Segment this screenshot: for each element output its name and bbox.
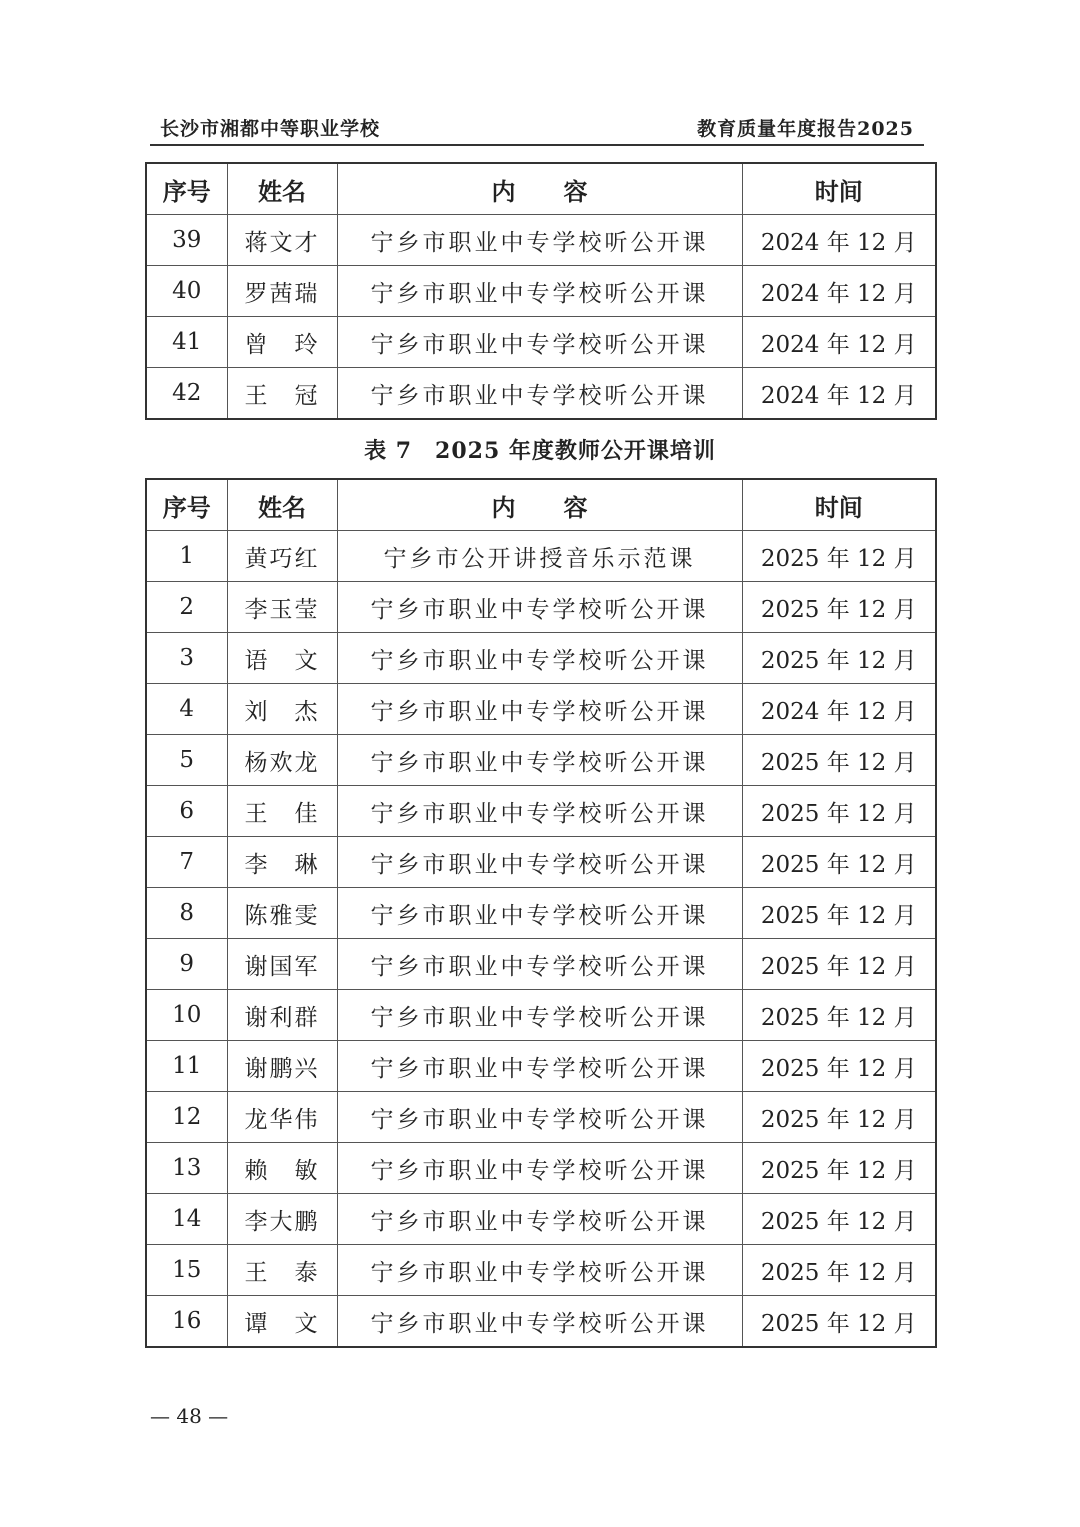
cell-index: 15 xyxy=(146,1245,227,1296)
cell-content: 宁乡市公开讲授音乐示范课 xyxy=(337,531,742,582)
cell-name: 杨欢龙 xyxy=(227,735,337,786)
column-header-content: 内 容 xyxy=(337,479,742,531)
table-header-row xyxy=(146,163,936,215)
cell-name: 曾 玲 xyxy=(227,317,337,368)
table-row xyxy=(146,684,936,735)
cell-name: 刘 杰 xyxy=(227,684,337,735)
cell-content: 宁乡市职业中专学校听公开课 xyxy=(337,1245,742,1296)
table-row xyxy=(146,1041,936,1092)
cell-name: 语 文 xyxy=(227,633,337,684)
cell-name: 蒋文才 xyxy=(227,215,337,266)
cell-index: 13 xyxy=(146,1143,227,1194)
cell-index: 2 xyxy=(146,582,227,633)
cell-content: 宁乡市职业中专学校听公开课 xyxy=(337,266,742,317)
cell-index: 10 xyxy=(146,990,227,1041)
cell-index: 42 xyxy=(146,368,227,420)
table-caption: 表 7 2025 年度教师公开课培训 xyxy=(364,438,716,464)
cell-content: 宁乡市职业中专学校听公开课 xyxy=(337,888,742,939)
table-header-row xyxy=(146,479,936,531)
cell-index: 39 xyxy=(146,215,227,266)
column-header-index: 序号 xyxy=(146,163,227,215)
cell-name: 赖 敏 xyxy=(227,1143,337,1194)
cell-time: 2025 年 12 月 xyxy=(742,1092,936,1143)
cell-name: 谢国军 xyxy=(227,939,337,990)
table-row xyxy=(146,266,936,317)
table-row xyxy=(146,531,936,582)
cell-time: 2025 年 12 月 xyxy=(742,1143,936,1194)
cell-content: 宁乡市职业中专学校听公开课 xyxy=(337,837,742,888)
cell-time: 2024 年 12 月 xyxy=(742,684,936,735)
table-row xyxy=(146,633,936,684)
cell-name: 王 泰 xyxy=(227,1245,337,1296)
cell-index: 5 xyxy=(146,735,227,786)
cell-content: 宁乡市职业中专学校听公开课 xyxy=(337,368,742,420)
cell-content: 宁乡市职业中专学校听公开课 xyxy=(337,582,742,633)
cell-time: 2024 年 12 月 xyxy=(742,317,936,368)
cell-index: 1 xyxy=(146,531,227,582)
table-7 xyxy=(145,478,937,1348)
cell-index: 3 xyxy=(146,633,227,684)
cell-index: 12 xyxy=(146,1092,227,1143)
cell-time: 2024 年 12 月 xyxy=(742,266,936,317)
cell-content: 宁乡市职业中专学校听公开课 xyxy=(337,633,742,684)
column-header-content: 内 容 xyxy=(337,163,742,215)
cell-content: 宁乡市职业中专学校听公开课 xyxy=(337,1296,742,1348)
table-row xyxy=(146,1194,936,1245)
table-row xyxy=(146,1143,936,1194)
table-row xyxy=(146,1245,936,1296)
column-header-index: 序号 xyxy=(146,479,227,531)
cell-time: 2025 年 12 月 xyxy=(742,1296,936,1348)
cell-content: 宁乡市职业中专学校听公开课 xyxy=(337,939,742,990)
cell-time: 2025 年 12 月 xyxy=(742,1041,936,1092)
table-row xyxy=(146,888,936,939)
cell-index: 41 xyxy=(146,317,227,368)
cell-content: 宁乡市职业中专学校听公开课 xyxy=(337,990,742,1041)
table-row xyxy=(146,990,936,1041)
table-row xyxy=(146,837,936,888)
cell-index: 8 xyxy=(146,888,227,939)
cell-name: 陈雅雯 xyxy=(227,888,337,939)
cell-name: 谢利群 xyxy=(227,990,337,1041)
table-row xyxy=(146,735,936,786)
cell-time: 2025 年 12 月 xyxy=(742,888,936,939)
cell-name: 黄巧红 xyxy=(227,531,337,582)
cell-name: 谭 文 xyxy=(227,1296,337,1348)
cell-name: 龙华伟 xyxy=(227,1092,337,1143)
column-header-time: 时间 xyxy=(742,163,936,215)
cell-name: 谢鹏兴 xyxy=(227,1041,337,1092)
cell-index: 7 xyxy=(146,837,227,888)
cell-content: 宁乡市职业中专学校听公开课 xyxy=(337,1143,742,1194)
cell-time: 2025 年 12 月 xyxy=(742,633,936,684)
cell-index: 9 xyxy=(146,939,227,990)
cell-index: 14 xyxy=(146,1194,227,1245)
cell-time: 2025 年 12 月 xyxy=(742,990,936,1041)
cell-name: 李 琳 xyxy=(227,837,337,888)
cell-content: 宁乡市职业中专学校听公开课 xyxy=(337,684,742,735)
table-row xyxy=(146,582,936,633)
cell-time: 2024 年 12 月 xyxy=(742,368,936,420)
page-header xyxy=(150,108,924,146)
cell-content: 宁乡市职业中专学校听公开课 xyxy=(337,215,742,266)
cell-index: 11 xyxy=(146,1041,227,1092)
cell-time: 2024 年 12 月 xyxy=(742,215,936,266)
cell-index: 4 xyxy=(146,684,227,735)
cell-time: 2025 年 12 月 xyxy=(742,837,936,888)
table-row xyxy=(146,939,936,990)
cell-index: 40 xyxy=(146,266,227,317)
cell-time: 2025 年 12 月 xyxy=(742,582,936,633)
cell-time: 2025 年 12 月 xyxy=(742,531,936,582)
cell-content: 宁乡市职业中专学校听公开课 xyxy=(337,1041,742,1092)
cell-name: 李大鹏 xyxy=(227,1194,337,1245)
cell-time: 2025 年 12 月 xyxy=(742,1194,936,1245)
cell-content: 宁乡市职业中专学校听公开课 xyxy=(337,735,742,786)
table-row xyxy=(146,215,936,266)
table-row xyxy=(146,368,936,420)
table-row xyxy=(146,1092,936,1143)
cell-name: 李玉莹 xyxy=(227,582,337,633)
cell-time: 2025 年 12 月 xyxy=(742,735,936,786)
report-title: 教育质量年度报告2025 xyxy=(697,118,914,140)
cell-name: 罗茜瑞 xyxy=(227,266,337,317)
table-row xyxy=(146,786,936,837)
cell-time: 2025 年 12 月 xyxy=(742,786,936,837)
cell-time: 2025 年 12 月 xyxy=(742,1245,936,1296)
table-row xyxy=(146,317,936,368)
table-row xyxy=(146,1296,936,1348)
cell-content: 宁乡市职业中专学校听公开课 xyxy=(337,1194,742,1245)
column-header-name: 姓名 xyxy=(227,479,337,531)
cell-name: 王 佳 xyxy=(227,786,337,837)
cell-content: 宁乡市职业中专学校听公开课 xyxy=(337,317,742,368)
cell-content: 宁乡市职业中专学校听公开课 xyxy=(337,786,742,837)
column-header-time: 时间 xyxy=(742,479,936,531)
table-continued xyxy=(145,162,937,420)
cell-time: 2025 年 12 月 xyxy=(742,939,936,990)
cell-index: 6 xyxy=(146,786,227,837)
page-number: — 48 — xyxy=(150,1404,229,1428)
cell-content: 宁乡市职业中专学校听公开课 xyxy=(337,1092,742,1143)
column-header-name: 姓名 xyxy=(227,163,337,215)
school-name: 长沙市湘都中等职业学校 xyxy=(160,118,381,140)
cell-name: 王 冠 xyxy=(227,368,337,420)
cell-index: 16 xyxy=(146,1296,227,1348)
